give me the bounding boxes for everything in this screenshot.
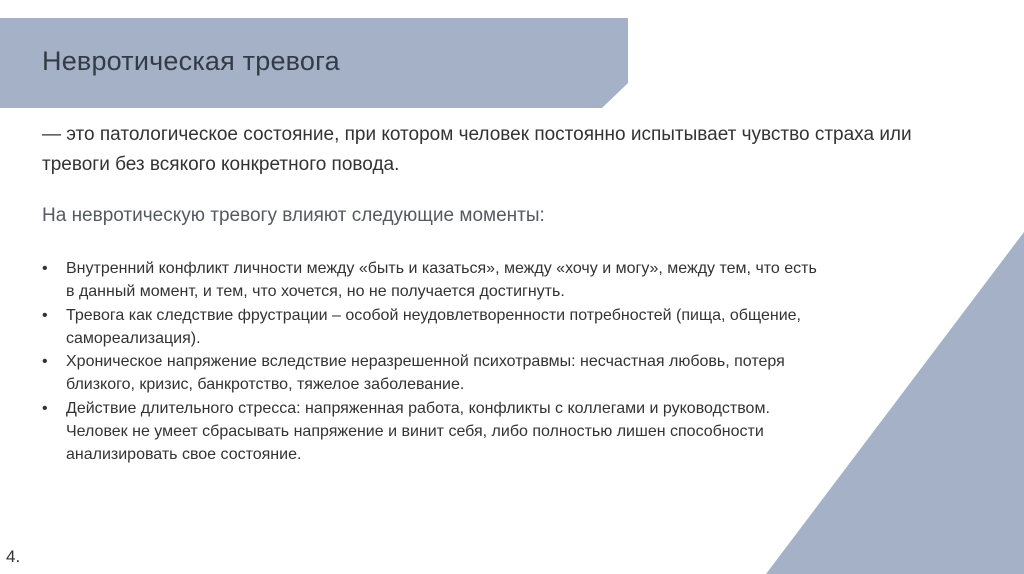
list-item	[42, 350, 822, 397]
list-item-text: Тревога как следствие фрустрации – особой неудовлетворенности потребностей (пища, общение, самореализация).	[66, 306, 801, 347]
factors-subheading: На невротическую тревогу влияют следующие моменты:	[42, 205, 545, 226]
definition-text: — это патологическое состояние, при котором человек постоянно испытывает чувство страха или тревоги без всякого конкретного повода.	[42, 124, 912, 175]
bullet-marker: •	[42, 353, 48, 371]
slide-title: Невротическая тревога	[42, 46, 340, 76]
list-item	[42, 304, 822, 351]
factors-list	[42, 257, 822, 467]
list-item-text: Действие длительного стресса: напряженная работа, конфликты с коллегами и руководством. Человек не умеет сбрасывать напряжение и винит себя, либо полностью лишен способности анализировать свое состояние.	[66, 399, 770, 464]
list-item-text: Хроническое напряжение вследствие неразрешенной психотравмы: несчастная любовь, потеря близкого, кризис, банкротство, тяжелое заболевание.	[66, 353, 785, 394]
page-number: 4.	[6, 547, 21, 566]
list-item	[42, 257, 822, 304]
list-item-text: Внутренний конфликт личности между «быть и казаться», между «хочу и могу», между тем, что есть в данный момент, и тем, что хочется, но не получается достигнуть.	[66, 260, 817, 301]
bullet-marker: •	[42, 260, 48, 277]
bullet-marker: •	[42, 306, 48, 324]
bullet-marker: •	[42, 399, 48, 417]
list-item	[42, 397, 822, 467]
